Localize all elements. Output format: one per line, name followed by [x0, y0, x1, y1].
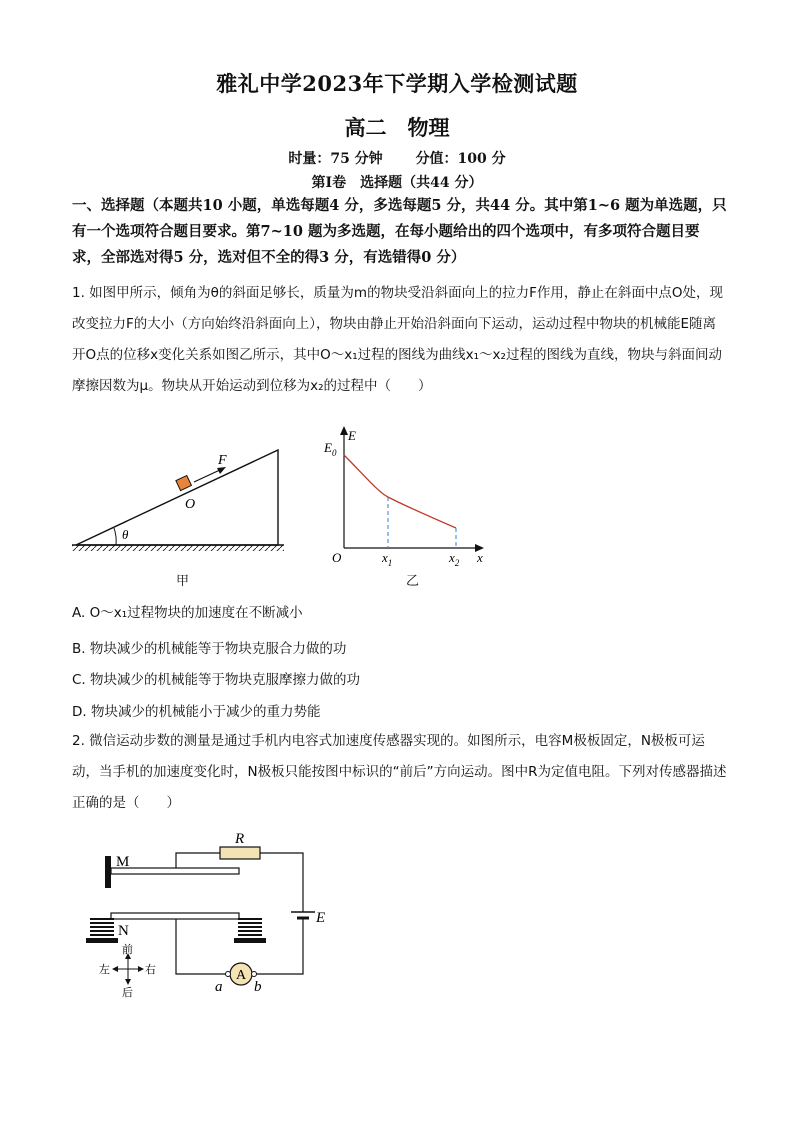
x2-sub: 2 [454, 558, 460, 568]
y-axis-arrow [340, 426, 348, 435]
dir-back-label: 后 [122, 987, 133, 999]
exam-meta [0, 148, 794, 168]
y-axis-label: E [348, 428, 356, 443]
x1-sub: 1 [387, 558, 393, 568]
incline-triangle [76, 450, 278, 545]
ground-hatch [72, 545, 284, 551]
wire-m-r [176, 853, 220, 868]
exam-score: 分值：100 分 [415, 151, 506, 167]
curve-segment [344, 455, 388, 497]
option-c: C. 物块减少的机械能等于物块克服摩擦力做的功 [72, 672, 361, 688]
figure-incline [70, 440, 290, 590]
dir-front-label: 前 [122, 944, 133, 956]
wire-r-battery [260, 853, 303, 912]
n-plate [111, 913, 239, 919]
figure-yi-caption: 乙 [406, 574, 420, 589]
figure-capacitor-circuit [78, 826, 338, 1006]
figure-jia-caption: 甲 [176, 574, 190, 589]
resistor-label: R [235, 831, 245, 847]
terminal-b [252, 972, 257, 977]
e0-label [323, 440, 337, 458]
right-spring [234, 919, 266, 943]
m-label: M [116, 854, 130, 870]
m-plate [111, 868, 239, 874]
direction-indicator [112, 953, 144, 985]
ammeter-label: A [236, 968, 247, 983]
battery-label: E [316, 910, 326, 926]
angle-arc [114, 528, 116, 545]
part-heading: 第Ⅰ卷 选择题（共44 分） [311, 175, 483, 191]
line-segment [388, 497, 456, 528]
exam-title: 雅礼中学2023年下学期入学检测试题 [216, 71, 578, 96]
angle-label: θ [122, 527, 129, 542]
figure-energy-graph [318, 422, 498, 572]
dir-right-label: 右 [145, 964, 156, 976]
section-instructions: 一、选择题（本题共10 小题，单选每题4 分，多选每题5 分，共44 分。其中第1~6 题为单选题，只有一个选项符合题目要求。第7~10 题为多选题，在每小题给出的四个选项中，有多项符合题目要求，全部选对得5 分，选对但不全的得3 分，有选错得0 分） [72, 197, 727, 266]
origin-label: O [332, 550, 342, 565]
question-2-stem: 2. 微信运动步数的测量是通过手机内电容式加速度传感器实现的。如图所示，电容M极板固定，N极板可运动，当手机的加速度变化时，N极板只能按图中标识的“前后”方向运动。图中R为定值电阻。下列对传感器描述正确的是（ ） [72, 733, 727, 811]
terminal-a [226, 972, 231, 977]
option-d: D. 物块减少的机械能小于减少的重力势能 [72, 704, 321, 720]
force-arrowhead [217, 467, 226, 474]
exam-time: 时量：75 分钟 [288, 151, 383, 167]
left-spring [86, 919, 118, 943]
terminal-a-label: a [215, 979, 223, 995]
wire-ammeter-n [176, 919, 226, 974]
point-o-label: O [185, 497, 196, 512]
e0-main: E [324, 440, 332, 455]
block [176, 475, 192, 490]
terminal-b-label: b [254, 979, 262, 995]
m-plate-wall [105, 856, 111, 888]
option-a: A. O～x₁过程物块的加速度在不断减小 [72, 605, 303, 621]
x1-label [381, 550, 392, 568]
x2-label [448, 550, 460, 568]
force-label: F [218, 453, 227, 468]
question-1-stem: 1. 如图甲所示，倾角为θ的斜面足够长，质量为m的物块受沿斜面向上的拉力F作用，静止在斜面中点O处，现改变拉力F的大小（方向始终沿斜面向上），物块由静止开始沿斜面向下运动，运动过程中物块的机械能E随离开O点的位移x变化关系如图乙所示，其中O～x₁过程的图线为曲线x₁～x₂过程的图线为直线，物块与斜面间动摩擦因数为μ。物块从开始运动到位移为x₂的过程中（ ） [72, 285, 723, 394]
n-label: N [118, 923, 129, 939]
x-axis-label: x [477, 550, 483, 565]
option-b: B. 物块减少的机械能等于物块克服合力做的功 [72, 641, 347, 657]
resistor [220, 847, 260, 859]
x1-main: x [382, 550, 388, 565]
force-arrow [194, 469, 222, 482]
x2-main: x [449, 550, 455, 565]
e0-sub: 0 [331, 448, 337, 458]
exam-subject: 高二 物理 [344, 115, 450, 140]
dir-left-label: 左 [99, 964, 110, 976]
